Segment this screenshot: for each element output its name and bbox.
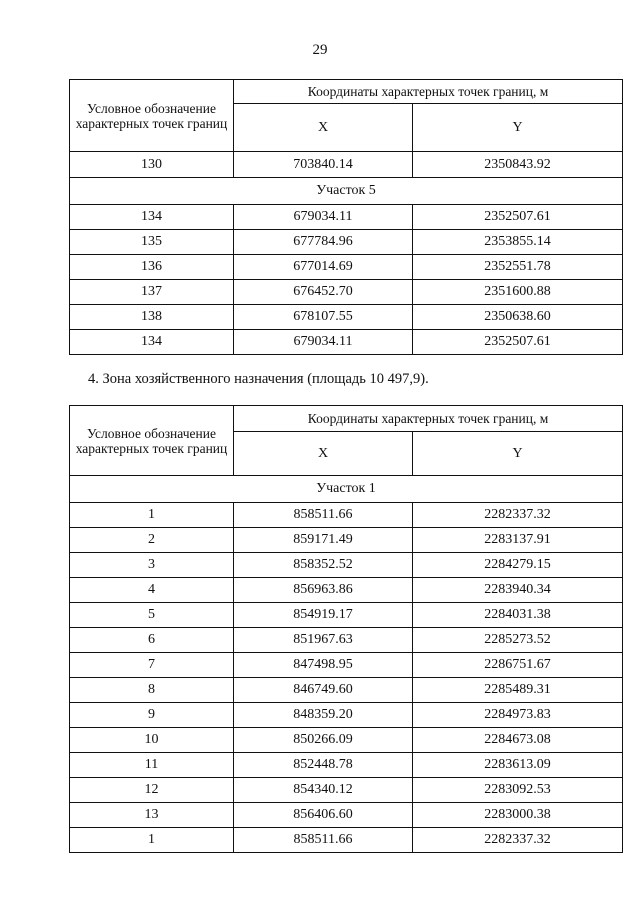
section-label: Участок 5 (70, 178, 623, 205)
table-row (70, 230, 623, 255)
point-cell: 6 (70, 628, 234, 653)
y-coordinate-cell: 2283137.91 (413, 528, 623, 553)
point-cell: 135 (70, 230, 234, 255)
y-coordinate-cell: 2282337.32 (413, 828, 623, 853)
y-coordinate-cell: 2286751.67 (413, 653, 623, 678)
table-row (70, 330, 623, 355)
point-cell: 2 (70, 528, 234, 553)
y-header: Y (413, 432, 623, 476)
y-coordinate-cell: 2284973.83 (413, 703, 623, 728)
table-row (70, 703, 623, 728)
point-cell: 12 (70, 778, 234, 803)
x-coordinate-cell: 676452.70 (234, 280, 413, 305)
point-cell: 10 (70, 728, 234, 753)
x-coordinate-cell: 847498.95 (234, 653, 413, 678)
y-coordinate-cell: 2283940.34 (413, 578, 623, 603)
x-coordinate-cell: 677014.69 (234, 255, 413, 280)
point-cell: 9 (70, 703, 234, 728)
y-coordinate-cell: 2283000.38 (413, 803, 623, 828)
coordinates-table-1 (69, 79, 623, 355)
y-coordinate-cell: 2282337.32 (413, 503, 623, 528)
table-row (70, 728, 623, 753)
point-cell: 137 (70, 280, 234, 305)
table-row (70, 828, 623, 853)
x-coordinate-cell: 854340.12 (234, 778, 413, 803)
y-coordinate-cell: 2351600.88 (413, 280, 623, 305)
x-header: X (234, 432, 413, 476)
x-coordinate-cell: 848359.20 (234, 703, 413, 728)
point-cell: 138 (70, 305, 234, 330)
table-row (70, 280, 623, 305)
table-row (70, 653, 623, 678)
point-cell: 134 (70, 330, 234, 355)
y-header: Y (413, 104, 623, 152)
point-cell: 7 (70, 653, 234, 678)
page-number: 29 (312, 42, 328, 58)
y-coordinate-cell: 2350638.60 (413, 305, 623, 330)
point-cell: 8 (70, 678, 234, 703)
y-coordinate-cell: 2283613.09 (413, 753, 623, 778)
table-row (70, 255, 623, 280)
x-coordinate-cell: 850266.09 (234, 728, 413, 753)
coords-header: Координаты характерных точек границ, м (234, 80, 623, 104)
x-coordinate-cell: 679034.11 (234, 205, 413, 230)
y-coordinate-cell: 2284279.15 (413, 553, 623, 578)
x-coordinate-cell: 678107.55 (234, 305, 413, 330)
table-row (70, 503, 623, 528)
x-coordinate-cell: 856963.86 (234, 578, 413, 603)
point-cell: 1 (70, 828, 234, 853)
point-cell: 1 (70, 503, 234, 528)
table-row (70, 678, 623, 703)
y-coordinate-cell: 2283092.53 (413, 778, 623, 803)
point-cell: 5 (70, 603, 234, 628)
y-coordinate-cell: 2284673.08 (413, 728, 623, 753)
x-coordinate-cell: 856406.60 (234, 803, 413, 828)
point-cell: 3 (70, 553, 234, 578)
x-coordinate-cell: 858352.52 (234, 553, 413, 578)
x-coordinate-cell: 859171.49 (234, 528, 413, 553)
table-row (70, 553, 623, 578)
y-coordinate-cell: 2353855.14 (413, 230, 623, 255)
point-cell: 134 (70, 205, 234, 230)
point-cell: 11 (70, 753, 234, 778)
table-row (70, 578, 623, 603)
point-cell: 130 (70, 152, 234, 178)
y-coordinate-cell: 2285273.52 (413, 628, 623, 653)
coordinates-table-2 (69, 405, 623, 853)
designation-header: Условное обозначение характерных точек границ (70, 406, 234, 476)
section-heading: 4. Зона хозяйственного назначения (площадь 10 497,9). (88, 371, 429, 387)
x-coordinate-cell: 679034.11 (234, 330, 413, 355)
x-coordinate-cell: 851967.63 (234, 628, 413, 653)
y-coordinate-cell: 2285489.31 (413, 678, 623, 703)
x-coordinate-cell: 703840.14 (234, 152, 413, 178)
table-row (70, 628, 623, 653)
y-coordinate-cell: 2352551.78 (413, 255, 623, 280)
table-row (70, 528, 623, 553)
table-row (70, 803, 623, 828)
section-label: Участок 1 (70, 476, 623, 503)
x-header: X (234, 104, 413, 152)
x-coordinate-cell: 854919.17 (234, 603, 413, 628)
table-row (70, 205, 623, 230)
x-coordinate-cell: 846749.60 (234, 678, 413, 703)
point-cell: 13 (70, 803, 234, 828)
y-coordinate-cell: 2352507.61 (413, 205, 623, 230)
y-coordinate-cell: 2352507.61 (413, 330, 623, 355)
table-row (70, 603, 623, 628)
point-cell: 136 (70, 255, 234, 280)
x-coordinate-cell: 858511.66 (234, 828, 413, 853)
y-coordinate-cell: 2284031.38 (413, 603, 623, 628)
table-row (70, 152, 623, 178)
coords-header: Координаты характерных точек границ, м (234, 406, 623, 432)
table-row (70, 753, 623, 778)
x-coordinate-cell: 677784.96 (234, 230, 413, 255)
designation-header: Условное обозначение характерных точек границ (70, 80, 234, 152)
point-cell: 4 (70, 578, 234, 603)
table-row (70, 305, 623, 330)
y-coordinate-cell: 2350843.92 (413, 152, 623, 178)
table-row (70, 778, 623, 803)
x-coordinate-cell: 852448.78 (234, 753, 413, 778)
x-coordinate-cell: 858511.66 (234, 503, 413, 528)
